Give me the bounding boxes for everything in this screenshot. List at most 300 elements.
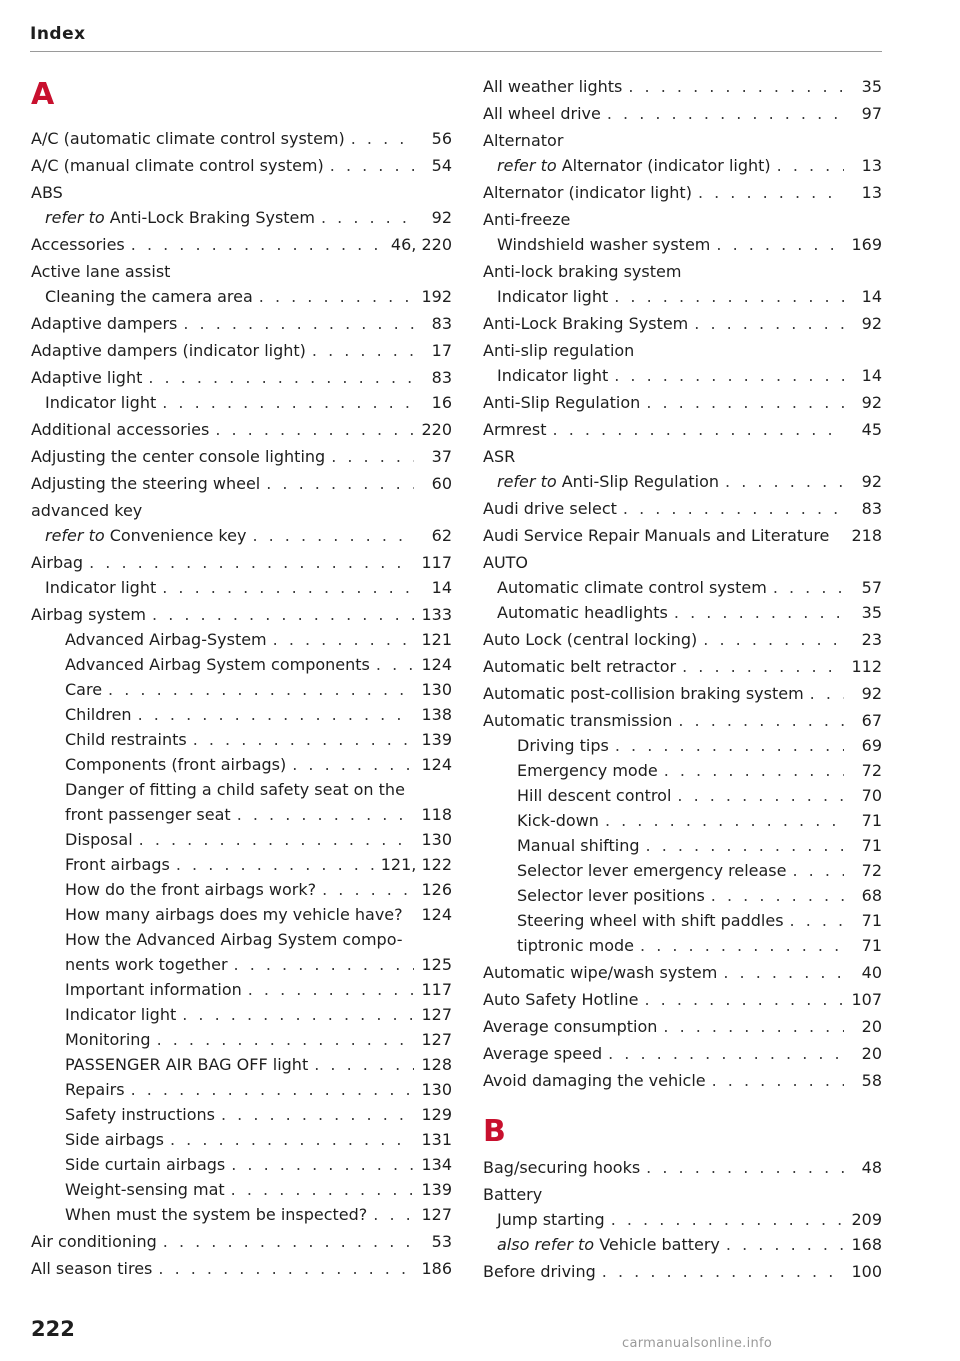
index-entry-term: PASSENGER AIR BAG OFF light — [65, 1055, 309, 1074]
index-page-ref: 71 — [861, 936, 882, 955]
index-entry-term: Manual shifting — [517, 836, 640, 855]
dot-leader — [259, 284, 414, 309]
index-entry — [483, 259, 882, 284]
index-page-ref: 128 — [421, 1055, 452, 1074]
index-entry-term: Average consumption — [483, 1017, 658, 1036]
index-page-ref: 83 — [431, 368, 452, 387]
index-page-ref: 70 — [861, 786, 882, 805]
dot-leader — [644, 987, 844, 1012]
index-entry-term: Windshield washer system — [497, 235, 711, 254]
index-entry-term — [45, 205, 315, 230]
index-letter-b: B — [483, 1114, 506, 1149]
index-entry-label: Convenience key — [109, 526, 247, 545]
index-entry-term: Airbag system — [31, 605, 147, 624]
index-entry — [31, 259, 452, 284]
index-page-ref: 54 — [431, 156, 452, 175]
index-column-left — [31, 72, 452, 1281]
index-entry — [483, 808, 882, 833]
index-entry-term: Anti-freeze — [483, 210, 571, 229]
index-entry-term: A/C (automatic climate control system) — [31, 129, 345, 148]
dot-leader — [605, 808, 844, 833]
index-entry-term: Automatic post-collision braking system — [483, 684, 804, 703]
index-entry — [483, 1155, 882, 1180]
dot-leader — [162, 575, 414, 600]
dot-leader — [131, 1077, 414, 1102]
index-entry-term: Advanced Airbag System components — [65, 655, 370, 674]
dot-leader — [234, 952, 414, 977]
dot-leader — [252, 523, 414, 548]
index-entry — [31, 852, 452, 877]
dot-leader — [614, 363, 844, 388]
index-page-ref: 127 — [421, 1030, 452, 1049]
dot-leader — [646, 390, 844, 415]
index-entry — [483, 960, 882, 985]
index-entry-term: Weight-sensing mat — [65, 1180, 225, 1199]
index-entry — [31, 205, 452, 230]
index-page-ref: 130 — [421, 830, 452, 849]
index-entry-term: Indicator light — [65, 1005, 177, 1024]
index-page-ref: 17 — [431, 341, 452, 360]
dot-leader — [694, 311, 844, 336]
index-page-ref: 126 — [421, 880, 452, 899]
index-page-ref: 209 — [851, 1210, 882, 1229]
index-entry — [483, 833, 882, 858]
index-entry-term: Audi Service Repair Manuals and Literature — [483, 526, 830, 545]
dot-leader — [773, 575, 844, 600]
index-entry-term: Repairs — [65, 1080, 125, 1099]
index-entry-term: Automatic belt retractor — [483, 657, 677, 676]
index-entry-term: A/C (manual climate control system) — [31, 156, 324, 175]
index-entry-term: Adjusting the steering wheel — [31, 474, 261, 493]
dot-leader — [237, 802, 414, 827]
index-page-ref: 112 — [851, 657, 882, 676]
index-entry-term — [497, 153, 771, 178]
dot-leader — [615, 733, 844, 758]
index-entry-term: Steering wheel with shift paddles — [517, 911, 784, 930]
index-entry-term: Side airbags — [65, 1130, 164, 1149]
index-page-ref: 56 — [431, 129, 452, 148]
index-entry — [483, 654, 882, 679]
index-cross-reference: refer to — [45, 208, 105, 227]
index-entry — [31, 498, 452, 523]
index-entry — [31, 365, 452, 390]
index-entry-term: Anti-slip regulation — [483, 341, 635, 360]
index-entry-term: Adaptive dampers (indicator light) — [31, 341, 306, 360]
index-page-ref: 83 — [861, 499, 882, 518]
index-page-ref: 40 — [861, 963, 882, 982]
section-title: Index — [30, 24, 86, 44]
index-page-ref: 124 — [421, 755, 452, 774]
index-entry-term: Selector lever positions — [517, 886, 705, 905]
page-number: 222 — [31, 1317, 75, 1341]
index-entry — [483, 1014, 882, 1039]
index-entry-label: Vehicle battery — [599, 1235, 720, 1254]
index-entry — [483, 1182, 882, 1207]
index-entry — [31, 727, 452, 752]
index-cross-reference: also refer to — [497, 1235, 595, 1254]
dot-leader — [162, 390, 414, 415]
dot-leader — [215, 417, 414, 442]
index-entry — [483, 469, 882, 494]
index-page-ref: 35 — [861, 603, 882, 622]
index-entry-term: Important information — [65, 980, 242, 999]
index-entry — [31, 1027, 452, 1052]
index-page-ref: 138 — [421, 705, 452, 724]
dot-leader — [330, 153, 414, 178]
index-entry — [483, 523, 882, 548]
index-page-ref: 14 — [861, 366, 882, 385]
index-entry — [31, 1002, 452, 1027]
index-page-ref: 14 — [431, 578, 452, 597]
index-entry — [31, 877, 452, 902]
index-entry — [483, 180, 882, 205]
index-entry-term: Anti-Lock Braking System — [483, 314, 689, 333]
index-letter-a: A — [31, 77, 55, 112]
dot-leader — [792, 858, 844, 883]
dot-leader — [553, 417, 844, 442]
index-entry — [483, 74, 882, 99]
index-list-left — [31, 126, 452, 1281]
index-page-ref: 169 — [851, 235, 882, 254]
dot-leader — [373, 1202, 414, 1227]
index-entry — [31, 180, 452, 205]
index-entry-term: Kick-down — [517, 811, 599, 830]
dot-leader — [131, 232, 385, 257]
index-entry — [483, 101, 882, 126]
index-page-ref: 139 — [421, 730, 452, 749]
index-entry — [31, 777, 452, 802]
watermark: carmanualsonline.info — [622, 1336, 773, 1351]
dot-leader — [682, 654, 844, 679]
index-entry — [483, 600, 882, 625]
index-page-ref: 186 — [421, 1259, 452, 1278]
index-page-ref: 13 — [861, 156, 882, 175]
index-entry-term: When must the system be inspected? — [65, 1205, 368, 1224]
index-entry-term: Jump starting — [497, 1210, 605, 1229]
index-entry-term: Cleaning the camera area — [45, 287, 253, 306]
dot-leader — [677, 783, 844, 808]
index-entry-term: Indicator light — [45, 578, 157, 597]
index-entry — [31, 1256, 452, 1281]
dot-leader — [614, 284, 844, 309]
dot-leader — [248, 977, 414, 1002]
index-entry — [483, 733, 882, 758]
dot-leader — [777, 153, 844, 178]
index-entry-term: How do the front airbags work? — [65, 880, 317, 899]
index-page-ref: 60 — [431, 474, 452, 493]
index-entry — [483, 207, 882, 232]
index-entry-term: Front airbags — [65, 855, 170, 874]
index-column-right — [483, 72, 882, 1284]
index-page-ref: 92 — [861, 684, 882, 703]
index-entry — [31, 153, 452, 178]
index-entry — [483, 1259, 882, 1284]
index-page-ref: 168 — [851, 1235, 882, 1254]
index-entry — [483, 338, 882, 363]
index-entry-term: Hill descent control — [517, 786, 672, 805]
dot-leader — [89, 550, 414, 575]
dot-leader — [376, 652, 414, 677]
dot-leader — [331, 444, 414, 469]
dot-leader — [726, 1232, 844, 1257]
index-entry — [483, 858, 882, 883]
index-entry-term: All weather lights — [483, 77, 623, 96]
index-entry-term: Driving tips — [517, 736, 609, 755]
index-entry — [483, 883, 882, 908]
index-entry — [31, 1202, 452, 1227]
dot-leader — [810, 681, 844, 706]
index-page-ref: 121 — [421, 630, 452, 649]
index-entry — [31, 1077, 452, 1102]
index-page-ref: 92 — [861, 393, 882, 412]
index-entry-term: advanced key — [31, 501, 143, 520]
index-page-ref: 46, 220 — [390, 235, 452, 254]
dot-leader — [723, 960, 844, 985]
index-entry — [31, 1127, 452, 1152]
index-page-ref: 14 — [861, 287, 882, 306]
index-page-ref: 127 — [421, 1005, 452, 1024]
index-entry — [483, 128, 882, 153]
dot-leader — [646, 833, 844, 858]
dot-leader — [183, 311, 414, 336]
index-entry-term: Indicator light — [45, 393, 157, 412]
index-entry-term: How the Advanced Airbag System compo- — [65, 930, 403, 949]
index-entry — [31, 232, 452, 257]
index-entry — [31, 1177, 452, 1202]
index-entry — [31, 1152, 452, 1177]
index-entry — [31, 1229, 452, 1254]
index-entry — [483, 987, 882, 1012]
index-entry-term: ASR — [483, 447, 516, 466]
index-entry — [31, 827, 452, 852]
index-page-ref: 13 — [861, 183, 882, 202]
index-entry — [31, 311, 452, 336]
index-entry — [483, 311, 882, 336]
index-entry-term: front passenger seat — [65, 805, 231, 824]
index-page-ref: 45 — [861, 420, 882, 439]
index-entry — [483, 575, 882, 600]
dot-leader — [182, 1002, 414, 1027]
index-entry-term: Emergency mode — [517, 761, 658, 780]
dot-leader — [314, 1052, 414, 1077]
index-entry-term: Adjusting the center console lighting — [31, 447, 326, 466]
index-page-ref: 58 — [861, 1071, 882, 1090]
index-entry-term: Selector lever emergency release — [517, 861, 787, 880]
index-entry-term: Armrest — [483, 420, 547, 439]
index-entry-term — [497, 469, 719, 494]
index-entry-term: ABS — [31, 183, 63, 202]
index-page-ref: 72 — [861, 861, 882, 880]
index-entry — [483, 417, 882, 442]
index-entry-term: Active lane assist — [31, 262, 171, 281]
index-entry-term: Airbag — [31, 553, 84, 572]
index-entry-term: Additional accessories — [31, 420, 210, 439]
dot-leader — [678, 708, 844, 733]
dot-leader — [646, 1155, 844, 1180]
index-entry-term: Air conditioning — [31, 1232, 157, 1251]
index-entry-term: Care — [65, 680, 103, 699]
index-entry-term: tiptronic mode — [517, 936, 635, 955]
index-entry-term: Adaptive light — [31, 368, 143, 387]
index-page-ref: 20 — [861, 1044, 882, 1063]
index-entry — [483, 390, 882, 415]
index-entry-term: Alternator — [483, 131, 564, 150]
dot-leader — [163, 1229, 414, 1254]
dot-leader — [312, 338, 414, 363]
index-entry — [483, 1041, 882, 1066]
index-entry — [31, 550, 452, 575]
index-entry — [31, 702, 452, 727]
index-page-ref: 83 — [431, 314, 452, 333]
dot-leader — [176, 852, 375, 877]
index-entry — [31, 1102, 452, 1127]
index-entry-term: Indicator light — [497, 366, 609, 385]
index-page-ref: 100 — [851, 1262, 882, 1281]
index-entry — [31, 952, 452, 977]
dot-leader — [623, 496, 844, 521]
index-cross-reference: refer to — [497, 156, 557, 175]
index-entry — [483, 758, 882, 783]
index-page-ref: 92 — [431, 208, 452, 227]
index-entry — [31, 338, 452, 363]
index-entry — [31, 602, 452, 627]
index-page-ref: 220 — [421, 420, 452, 439]
index-cross-reference: refer to — [497, 472, 557, 491]
index-list-right-a — [483, 74, 882, 1093]
dot-leader — [351, 126, 414, 151]
index-entry-term: Danger of fitting a child safety seat on the — [65, 780, 405, 799]
dot-leader — [193, 727, 414, 752]
index-page-ref: 121, 122 — [380, 855, 452, 874]
index-page-ref: 107 — [851, 990, 882, 1009]
dot-leader — [628, 74, 844, 99]
dot-leader — [607, 101, 844, 126]
index-page-ref: 57 — [861, 578, 882, 597]
dot-leader — [158, 1256, 414, 1281]
index-entry-term: Safety instructions — [65, 1105, 215, 1124]
index-entry-term: Battery — [483, 1185, 543, 1204]
index-entry — [31, 902, 452, 927]
index-entry — [31, 1052, 452, 1077]
index-cross-reference: refer to — [45, 526, 105, 545]
index-entry — [483, 153, 882, 178]
dot-leader — [711, 883, 844, 908]
index-page-ref: 117 — [421, 980, 452, 999]
index-entry — [31, 677, 452, 702]
index-entry-term: All season tires — [31, 1259, 153, 1278]
index-entry-term: Anti-lock braking system — [483, 262, 682, 281]
index-entry-term: Indicator light — [497, 287, 609, 306]
index-page-ref: 67 — [861, 711, 882, 730]
index-page-ref: 118 — [421, 805, 452, 824]
index-entry-term: Adaptive dampers — [31, 314, 178, 333]
index-entry — [31, 284, 452, 309]
header-divider — [30, 51, 882, 52]
index-entry — [483, 1232, 882, 1257]
index-entry — [31, 927, 452, 952]
index-entry-label: Alternator (indicator light) — [561, 156, 771, 175]
dot-leader — [221, 1102, 414, 1127]
index-entry-term: Children — [65, 705, 132, 724]
index-page-ref: 130 — [421, 1080, 452, 1099]
index-entry-term: Components (front airbags) — [65, 755, 287, 774]
index-entry-term: Side curtain airbags — [65, 1155, 226, 1174]
index-entry — [31, 471, 452, 496]
index-entry-term: Automatic transmission — [483, 711, 673, 730]
dot-leader — [148, 365, 414, 390]
index-list-right-b — [483, 1155, 882, 1284]
index-page-ref: 37 — [431, 447, 452, 466]
index-entry-term: Audi drive select — [483, 499, 617, 518]
index-page-ref: 71 — [861, 911, 882, 930]
index-entry-term: Auto Safety Hotline — [483, 990, 639, 1009]
index-entry-label: Anti-Lock Braking System — [109, 208, 315, 227]
index-page-ref: 62 — [431, 526, 452, 545]
dot-leader — [703, 627, 844, 652]
index-page-ref: 92 — [861, 472, 882, 491]
dot-leader — [640, 933, 844, 958]
dot-leader — [716, 232, 844, 257]
index-entry — [483, 284, 882, 309]
index-entry-term: Automatic wipe/wash system — [483, 963, 718, 982]
index-page-ref: 134 — [421, 1155, 452, 1174]
index-page-ref: 130 — [421, 680, 452, 699]
index-entry — [483, 908, 882, 933]
index-entry — [483, 933, 882, 958]
index-page-ref: 131 — [421, 1130, 452, 1149]
dot-leader — [108, 677, 414, 702]
index-entry-term: Before driving — [483, 1262, 596, 1281]
index-entry-term: Average speed — [483, 1044, 603, 1063]
index-entry-term: Disposal — [65, 830, 133, 849]
index-entry-term: nents work together — [65, 955, 228, 974]
index-entry — [483, 444, 882, 469]
dot-leader — [322, 877, 414, 902]
index-page-ref: 124 — [421, 655, 452, 674]
index-entry-term: Alternator (indicator light) — [483, 183, 692, 202]
index-entry — [31, 575, 452, 600]
index-page-ref: 20 — [861, 1017, 882, 1036]
index-page-ref: 71 — [861, 836, 882, 855]
index-entry — [483, 783, 882, 808]
index-page-ref: 125 — [421, 955, 452, 974]
index-page-ref: 68 — [861, 886, 882, 905]
dot-leader — [139, 827, 414, 852]
index-entry-term: Monitoring — [65, 1030, 151, 1049]
index-entry — [483, 708, 882, 733]
index-entry — [483, 232, 882, 257]
index-entry-term: Accessories — [31, 235, 125, 254]
index-entry-term: Bag/securing hooks — [483, 1158, 641, 1177]
index-entry — [31, 652, 452, 677]
dot-leader — [170, 1127, 414, 1152]
index-page-ref: 218 — [851, 526, 882, 545]
index-entry-label: Anti-Slip Regulation — [561, 472, 720, 491]
index-entry — [483, 363, 882, 388]
index-entry — [31, 977, 452, 1002]
index-page-ref: 23 — [861, 630, 882, 649]
index-entry — [31, 444, 452, 469]
index-entry-term: Auto Lock (central locking) — [483, 630, 698, 649]
index-entry-term: Automatic climate control system — [497, 578, 767, 597]
dot-leader — [138, 702, 414, 727]
index-entry-term: Automatic headlights — [497, 603, 668, 622]
index-entry — [483, 627, 882, 652]
index-page-ref: 69 — [861, 736, 882, 755]
dot-leader — [231, 1152, 414, 1177]
dot-leader — [321, 205, 414, 230]
dot-leader — [611, 1207, 844, 1232]
